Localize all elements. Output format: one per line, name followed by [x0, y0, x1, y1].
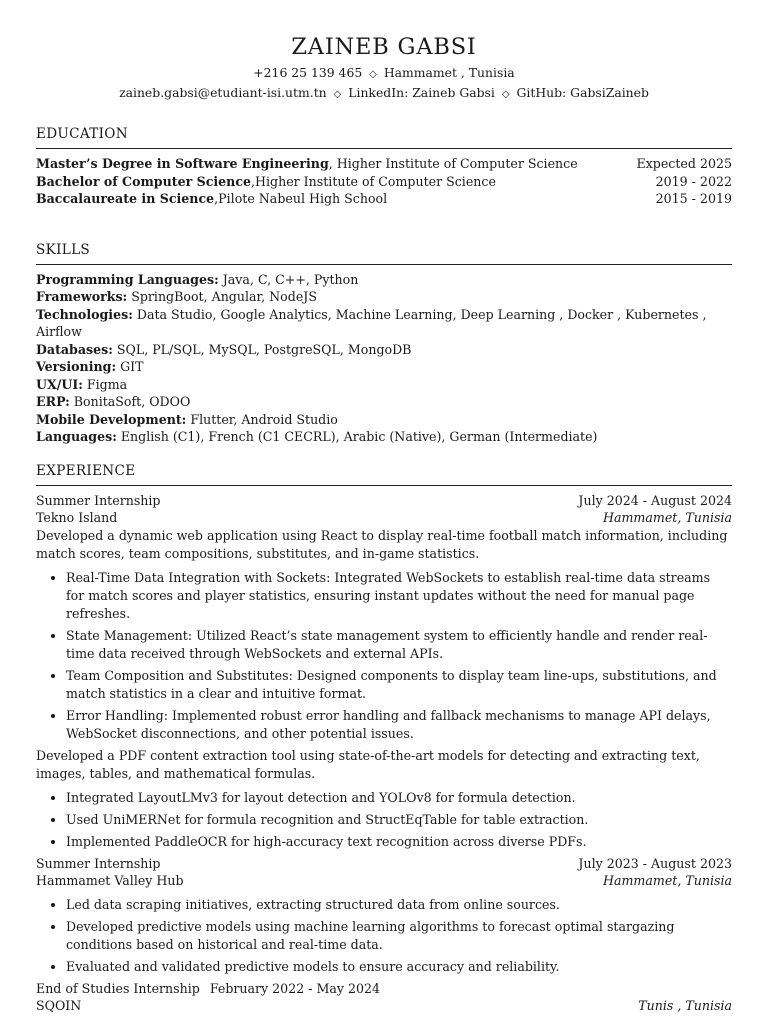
job-location: Tunis , Tunisia — [638, 998, 732, 1013]
education-item — [36, 173, 732, 191]
skill-item — [36, 271, 732, 289]
skill-label: Versioning: — [36, 359, 117, 374]
education-title: EDUCATION — [36, 126, 128, 142]
skill-value: SpringBoot, Angular, NodeJS — [127, 289, 317, 304]
education-date: Expected 2025 — [636, 156, 732, 171]
degree: Master’s Degree in Software Engineering — [36, 156, 329, 171]
job-date: July 2024 - August 2024 — [578, 492, 732, 508]
skill-item — [36, 341, 732, 359]
location: Hammamet , Tunisia — [383, 65, 515, 80]
section-divider — [36, 148, 732, 149]
experience-title: EXPERIENCE — [36, 462, 136, 479]
job-description: Developed a dynamic web application using React to display real-time football match information, including match scores, team compositions, substitutes, and in-game statistics. — [36, 527, 728, 561]
skill-label: Frameworks: — [36, 289, 128, 304]
list-item: • State Management: Utilized React’s state management system to efficiently handle and render real-time data received through WebSockets and external APIs. — [66, 627, 732, 663]
education-item — [36, 190, 732, 208]
list-item: • Evaluated and validated predictive models to ensure accuracy and reliability. — [66, 958, 732, 976]
skill-value: English (C1), French (C1 CECRL), Arabic (Native), German (Intermediate) — [116, 429, 598, 444]
school: , Higher Institute of Computer Science — [328, 156, 578, 171]
diamond-separator-icon: ◇ — [501, 89, 510, 100]
list-item: • Used UniMERNet for formula recognition and StructEqTable for table extraction. — [66, 811, 732, 829]
job-bullets — [36, 569, 732, 743]
skill-item — [36, 393, 732, 411]
job-subheader — [36, 997, 732, 1015]
job-company: Tekno Island — [36, 510, 118, 525]
degree: Baccalaureate in Science — [36, 191, 215, 206]
list-item: • Error Handling: Implemented robust error handling and fallback mechanisms to manage API delays, WebSocket disconnections, and other potential issues. — [66, 707, 732, 743]
degree: Bachelor of Computer Science — [36, 173, 252, 189]
candidate-name: ZAINEB GABSI — [291, 34, 477, 60]
job-bullets — [36, 896, 732, 976]
job-date: February 2022 - May 2024 — [209, 980, 381, 996]
skill-label: Databases: — [36, 341, 113, 357]
skill-item — [36, 428, 732, 446]
email-link[interactable]: zaineb.gabsi@etudiant-isi.utm.tn — [119, 85, 327, 100]
education-date: 2019 - 2022 — [655, 173, 732, 189]
skill-label: Technologies: — [36, 306, 133, 322]
education-date: 2015 - 2019 — [655, 191, 732, 206]
contact-line-2 — [36, 83, 732, 104]
skill-value: SQL, PL/SQL, MySQL, PostgreSQL, MongoDB — [112, 341, 412, 357]
job-subheader — [36, 872, 732, 890]
job-location: Hammamet, Tunisia — [603, 510, 732, 525]
list-item: • Integrated LayoutLMv3 for layout detection and YOLOv8 for formula detection. — [66, 789, 732, 807]
skill-item — [36, 411, 732, 429]
skill-item — [36, 288, 732, 306]
job-header — [36, 492, 732, 510]
education-item — [36, 155, 732, 173]
education-list — [36, 155, 732, 208]
diamond-separator-icon: ◇ — [369, 69, 377, 80]
job-role: End of Studies Internship — [36, 980, 200, 996]
list-item: • Team Composition and Substitutes: Designed components to display team line-ups, substitutions, and match statistics in a clear and intuitive format. — [66, 667, 732, 703]
job-header — [36, 855, 732, 873]
skill-item — [36, 376, 732, 394]
job-location: Hammamet, Tunisia — [603, 873, 732, 888]
skill-value: Data Studio, Google Analytics, Machine Learning, Deep Learning , Docker , Kubernetes , Airflow — [36, 306, 707, 339]
list-item: • Developed predictive models using machine learning algorithms to forecast optimal stargazing conditions based on historical and real-time data. — [66, 918, 732, 954]
job-role: Summer Internship — [36, 492, 161, 508]
experience-item — [36, 855, 732, 976]
section-divider — [36, 264, 732, 265]
job-description: Developed a PDF content extraction tool using state-of-the-art models for detecting and extracting text, images, tables, and mathematical formulas. — [36, 747, 700, 781]
phone: +216 25 139 465 — [253, 65, 363, 80]
skill-item — [36, 358, 732, 376]
skill-label: UX/UI: — [36, 376, 83, 392]
skills-title: SKILLS — [36, 241, 91, 258]
job-date: July 2023 - August 2023 — [578, 855, 732, 871]
section-divider — [36, 485, 732, 486]
list-item: • Real-Time Data Integration with Sockets: Integrated WebSockets to establish real-time data streams for match scores and player statistics, ensuring instant updates without the need for manual page refreshes. — [66, 569, 732, 623]
skill-value: Figma — [82, 376, 128, 392]
linkedin-link[interactable]: LinkedIn: Zaineb Gabsi — [348, 85, 495, 100]
experience-item — [36, 980, 732, 1015]
job-subheader — [36, 509, 732, 527]
school: ,Pilote Nabeul High School — [214, 191, 388, 206]
github-link[interactable]: GitHub: GabsiZaineb — [516, 85, 649, 100]
skills-list — [36, 271, 732, 446]
skill-label: Programming Languages: — [36, 271, 219, 287]
job-role: Summer Internship — [36, 855, 161, 871]
job-header — [36, 980, 732, 998]
list-item: • Implemented PaddleOCR for high-accuracy text recognition across diverse PDFs. — [66, 833, 732, 851]
skill-value: BonitaSoft, ODOO — [69, 394, 191, 409]
job-bullets — [36, 789, 732, 851]
skill-value: Java, C, C++, Python — [218, 271, 359, 287]
contact-line-1 — [36, 63, 732, 84]
school: ,Higher Institute of Computer Science — [251, 173, 496, 189]
job-company: SQOIN — [36, 998, 82, 1013]
resume-page — [36, 0, 732, 1015]
list-item: • Led data scraping initiatives, extracting structured data from online sources. — [66, 896, 732, 914]
skill-label: Languages: — [36, 429, 117, 444]
skill-label: ERP: — [36, 394, 70, 409]
experience-item — [36, 492, 732, 851]
skill-item — [36, 306, 732, 341]
job-company: Hammamet Valley Hub — [36, 873, 184, 888]
skill-label: Mobile Development: — [36, 411, 187, 427]
skill-value: Flutter, Android Studio — [186, 411, 338, 427]
skill-value: GIT — [116, 359, 144, 374]
diamond-separator-icon: ◇ — [333, 89, 342, 100]
